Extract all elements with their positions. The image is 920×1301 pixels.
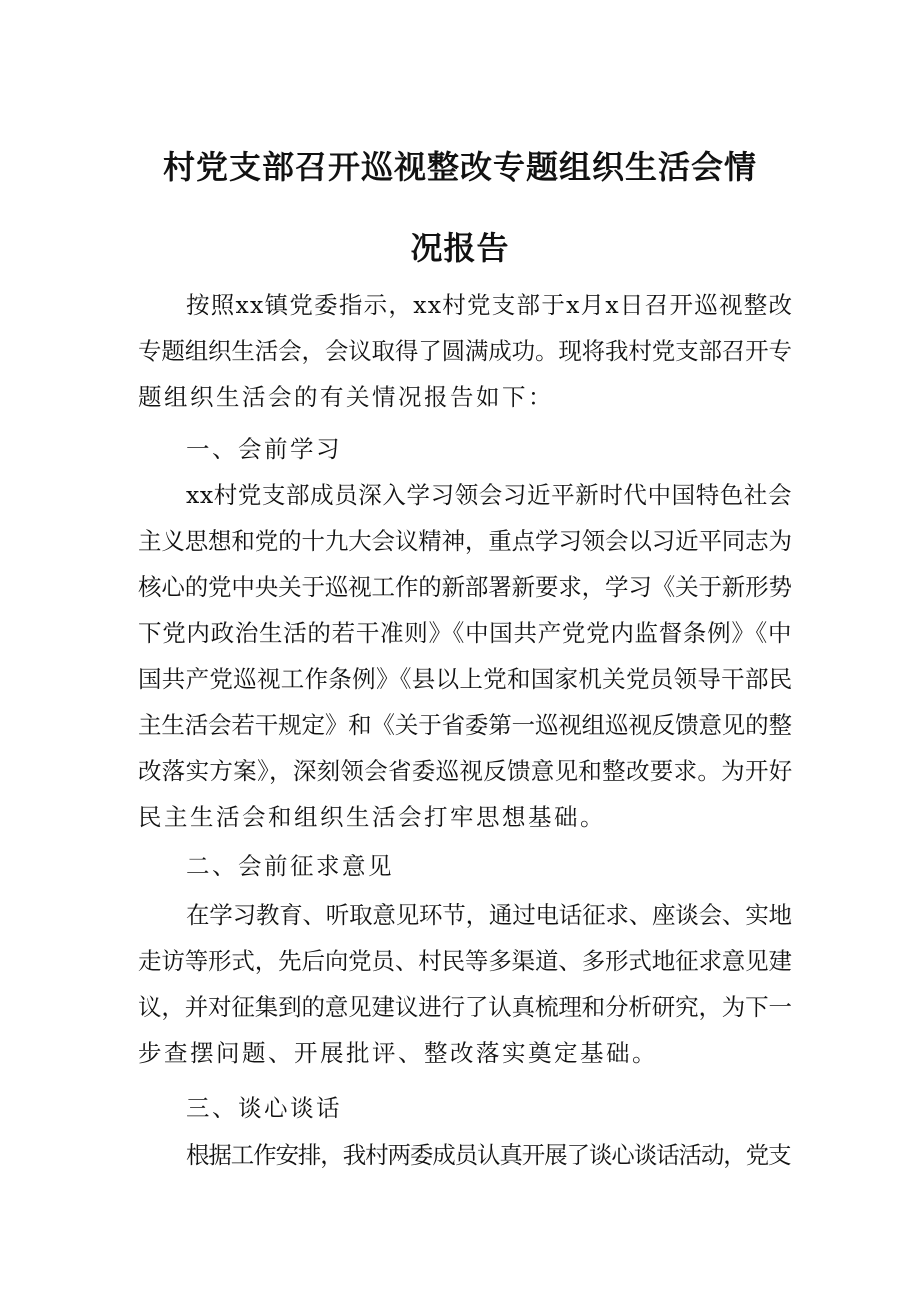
- paragraph-line: 改落实方案》，深刻领会省委巡视反馈意见和整改要求。为开好: [138, 757, 793, 785]
- paragraph-line: 走访等形式，先后向党员、村民等多渠道、多形式地征求意见建: [138, 947, 792, 975]
- paragraph-line: 下党内政治生活的若干准则》《中国共产党党内监督条例》《中: [138, 619, 793, 647]
- paragraph-line: 国共产党巡视工作条例》《县以上党和国家机关党员领导干部民: [138, 665, 793, 693]
- paragraph-line: 题组织生活会的有关情况报告如下：: [138, 383, 554, 411]
- paragraph-line: 核心的党中央关于巡视工作的新部署新要求，学习《关于新形势: [138, 573, 792, 601]
- paragraph-line: 根据工作安排，我村两委成员认真开展了谈心谈话活动，党支: [186, 1141, 791, 1169]
- paragraph-line: 主生活会若干规定》和《关于省委第一巡视组巡视反馈意见的整: [138, 711, 792, 739]
- paragraph-line: 议，并对征集到的意见建议进行了认真梳理和分析研究，为下一: [138, 993, 792, 1021]
- paragraph-line: 按照xx镇党委指示，xx村党支部于x月x日召开巡视整改: [186, 291, 794, 319]
- paragraph-line: 步查摆问题、开展批评、整改落实奠定基础。: [138, 1039, 658, 1067]
- section-heading: 三、谈心谈话: [186, 1094, 342, 1122]
- paragraph-line: 主义思想和党的十九大会议精神，重点学习领会以习近平同志为: [138, 527, 792, 555]
- section-heading: 二、会前征求意见: [186, 852, 394, 880]
- document-title-line-2: 况报告: [410, 229, 510, 267]
- paragraph-line: 专题组织生活会，会议取得了圆满成功。现将我村党支部召开专: [138, 337, 792, 365]
- paragraph-line: 民主生活会和组织生活会打牢思想基础。: [138, 803, 606, 831]
- paragraph-line: 在学习教育、听取意见环节，通过电话征求、座谈会、实地: [186, 901, 792, 929]
- section-heading: 一、会前学习: [186, 435, 342, 463]
- document-title-line-1: 村党支部召开巡视整改专题组织生活会情: [162, 148, 757, 186]
- paragraph-line: xx村党支部成员深入学习领会习近平新时代中国特色社会: [186, 481, 793, 509]
